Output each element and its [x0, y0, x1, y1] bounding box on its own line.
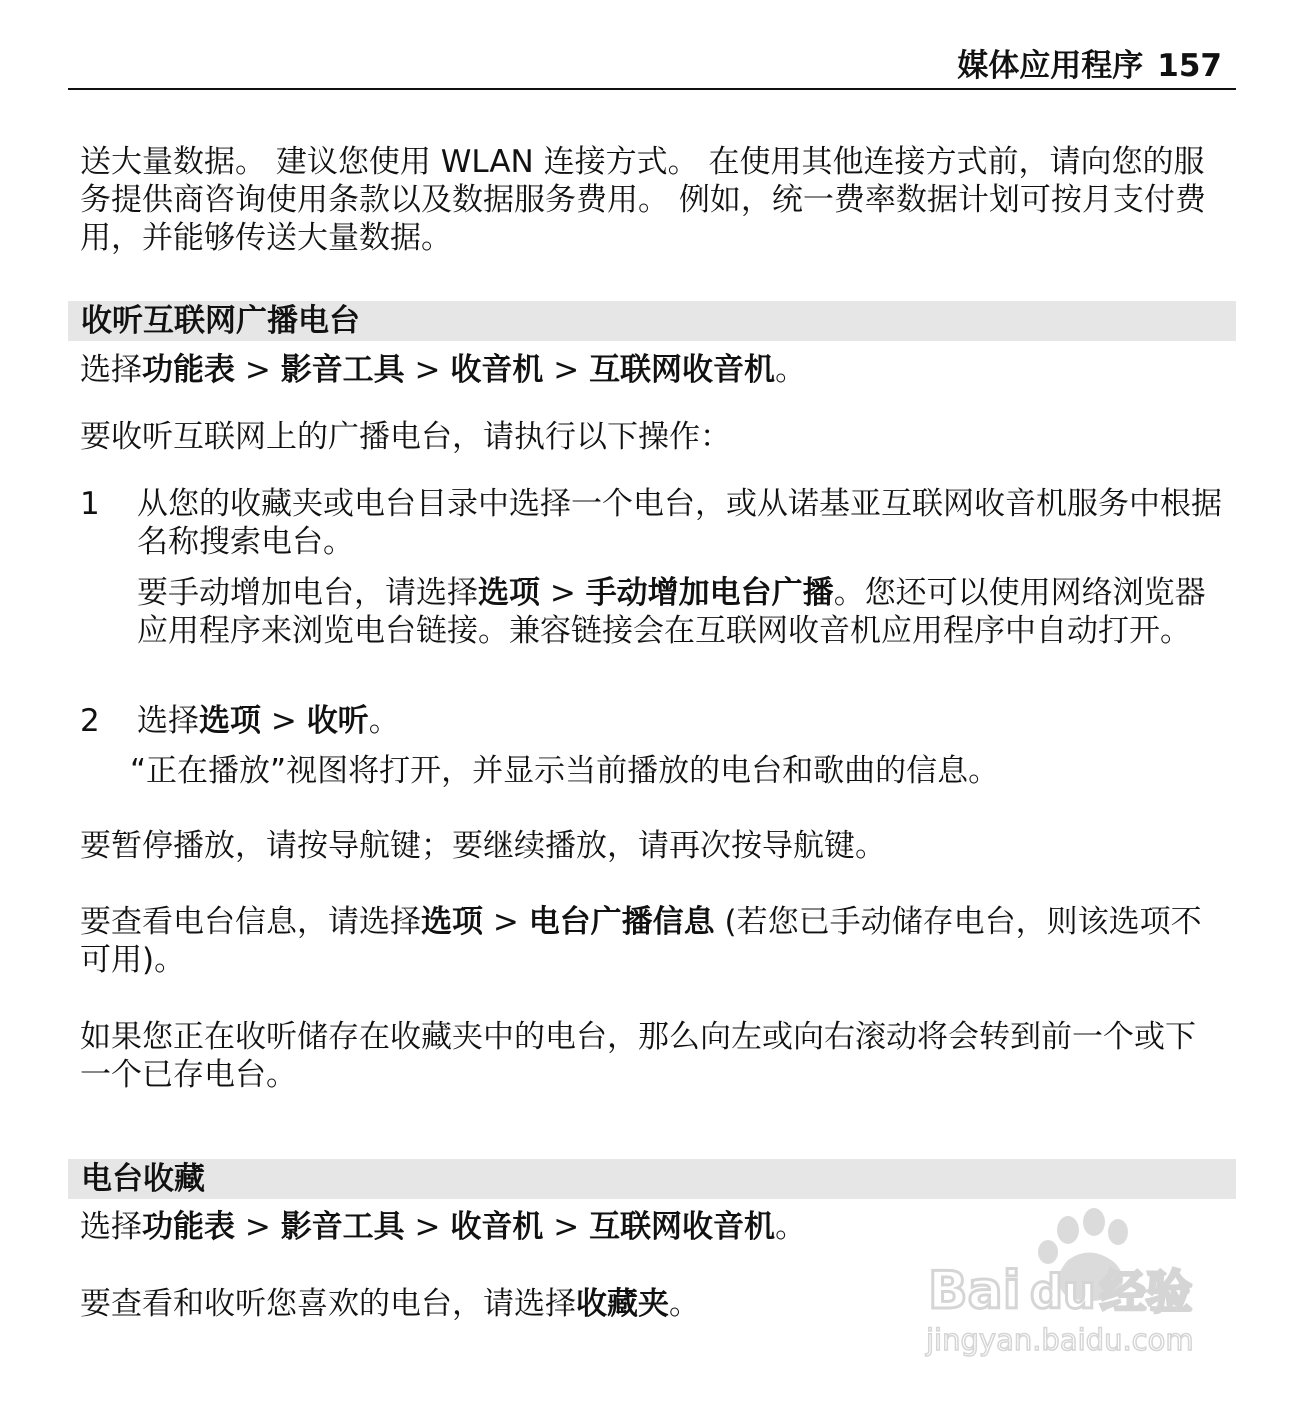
- favorites-paragraph: 要查看和收听您喜欢的电台，请选择收藏夹。: [80, 1286, 700, 1322]
- svg-text:Bai: Bai: [928, 1261, 1021, 1321]
- svg-text:jingyan.baidu.com: jingyan.baidu.com: [926, 1323, 1194, 1357]
- step-number: 2: [80, 703, 100, 739]
- section-heading-text: 收听互联网广播电台: [81, 303, 360, 339]
- step-detail: 要手动增加电台，请选择选项 > 手动增加电台广播。您还可以使用网络浏览器应用程序来浏览电台链接。兼容链接会在互联网收音机应用程序中自动打开。: [137, 575, 1206, 649]
- intro-paragraph: 送大量数据。 建议您使用 WLAN 连接方式。 在使用其他连接方式前，请向您的服务提供商咨询使用条款以及数据服务费用。 例如，统一费率数据计划可按月支付费用，并能够传送大量数据。: [80, 144, 1206, 256]
- svg-text:du: du: [1030, 1265, 1096, 1319]
- now-playing-note: “正在播放”视图将打开，并显示当前播放的电台和歌曲的信息。: [130, 753, 1000, 789]
- lead-paragraph: 要收听互联网上的广播电台，请执行以下操作：: [80, 419, 731, 455]
- step-number: 1: [80, 486, 100, 522]
- section-heading-favorites: [68, 1159, 1236, 1199]
- menu-path: 选择功能表 > 影音工具 > 收音机 > 互联网收音机。: [80, 1209, 807, 1245]
- svg-text:经验: 经验: [1100, 1265, 1192, 1319]
- step-text: 从您的收藏夹或电台目录中选择一个电台，或从诺基亚互联网收音机服务中根据名称搜索电台。: [137, 486, 1222, 560]
- menu-path: 选择功能表 > 影音工具 > 收音机 > 互联网收音机。: [80, 352, 807, 388]
- baidu-watermark-logo: [918, 1200, 1228, 1370]
- header-title-group: [957, 48, 1222, 84]
- pause-paragraph: 要暂停播放，请按导航键；要继续播放，请再次按导航键。: [80, 828, 886, 864]
- page-number: 157: [1157, 48, 1222, 84]
- station-info-paragraph: 要查看电台信息，请选择选项 > 电台广播信息 (若您已手动储存电台，则该选项不可用)。: [80, 904, 1202, 978]
- section-heading-text: 电台收藏: [81, 1161, 205, 1197]
- scroll-paragraph: 如果您正在收听储存在收藏夹中的电台，那么向左或向右滚动将会转到前一个或下一个已存电台。: [80, 1019, 1196, 1093]
- page-header: [68, 44, 1236, 90]
- step-text: 选择选项 > 收听。: [137, 703, 400, 739]
- section-heading-internet-radio: [68, 301, 1236, 341]
- chapter-title: 媒体应用程序: [957, 48, 1144, 84]
